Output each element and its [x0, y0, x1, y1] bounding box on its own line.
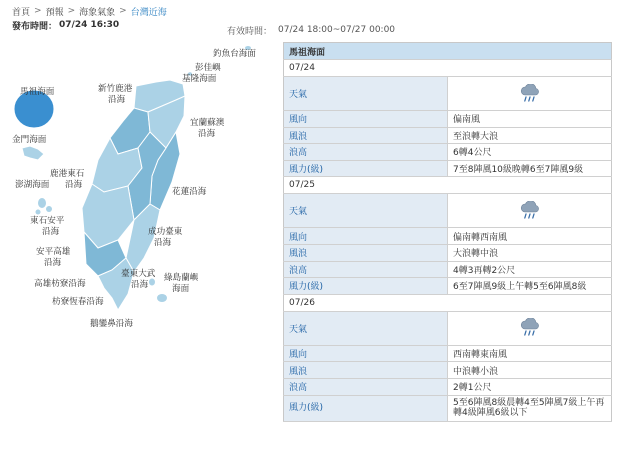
map-label-greenisland[interactable]: 綠島蘭嶼 — [164, 273, 199, 283]
forecast-wind-direction-label: 風向 — [284, 111, 448, 128]
map-label-keelung[interactable]: 基隆海面 — [182, 74, 217, 84]
map-label-lukang[interactable]: 鹿港東石 — [50, 169, 85, 179]
forecast-wave-row — [284, 244, 612, 261]
forecast-weather-label: 天氣 — [284, 311, 448, 345]
forecast-wind-force-row — [284, 395, 612, 421]
forecast-wave-row — [284, 127, 612, 144]
breadcrumb-separator: > — [119, 6, 127, 16]
map-label-dawu[interactable]: 臺東大武 — [121, 269, 156, 279]
forecast-header-row — [284, 43, 612, 60]
map-label-kinmen[interactable]: 金門海面 — [12, 135, 47, 145]
forecast-wind-direction-label: 風向 — [284, 345, 448, 362]
forecast-weather-value — [448, 311, 612, 345]
forecast-wind-force-row — [284, 160, 612, 177]
forecast-table — [283, 42, 612, 422]
map-label-chenggong[interactable]: 成功臺東 — [148, 227, 183, 237]
forecast-wave-label: 風浪 — [284, 127, 448, 144]
forecast-weather-row — [284, 311, 612, 345]
taiwan-coastal-map — [0, 36, 285, 459]
forecast-wave-height-value: 6轉4公尺 — [448, 144, 612, 161]
forecast-date: 07/25 — [284, 177, 612, 194]
forecast-weather-value — [448, 194, 612, 228]
forecast-wave-height-label: 浪高 — [284, 261, 448, 278]
breadcrumb-separator: > — [34, 6, 42, 16]
forecast-weather-row — [284, 77, 612, 111]
forecast-wind-direction-row — [284, 345, 612, 362]
map-label-anping-2[interactable]: 沿海 — [44, 258, 62, 268]
map-label-matsu[interactable]: 馬祖海面 — [20, 87, 55, 97]
breadcrumb-home-link[interactable]: 首頁 — [12, 7, 31, 18]
forecast-wind-force-label: 風力(級) — [284, 278, 448, 295]
breadcrumb — [12, 4, 167, 18]
forecast-wind-direction-value: 偏南轉西南風 — [448, 228, 612, 245]
map-island-orchid[interactable] — [157, 294, 167, 302]
map-island-penghu-2[interactable] — [46, 206, 52, 212]
forecast-area-title: 馬祖海面 — [284, 43, 612, 60]
map-label-pengjia[interactable]: 彭佳嶼 — [195, 63, 221, 73]
map-label-lukang-2[interactable]: 沿海 — [65, 180, 83, 190]
forecast-wind-direction-label: 風向 — [284, 228, 448, 245]
forecast-wave-height-label: 浪高 — [284, 144, 448, 161]
map-label-diaoyutai[interactable]: 釣魚台海面 — [213, 49, 256, 59]
forecast-wave-value: 大浪轉中浪 — [448, 244, 612, 261]
map-island-penghu-3[interactable] — [36, 210, 41, 215]
map-label-hsinchu[interactable]: 新竹鹿港 — [98, 84, 133, 94]
map-island-green[interactable] — [149, 279, 155, 286]
forecast-date-row — [284, 177, 612, 194]
forecast-wind-force-row — [284, 278, 612, 295]
breadcrumb-current[interactable]: 台灣近海 — [130, 7, 167, 18]
validity-time — [227, 23, 395, 37]
validity-time-label: 有效時間： — [227, 26, 273, 37]
map-label-yilan[interactable]: 宜蘭蘇澳 — [190, 118, 225, 128]
map-label-penghu[interactable]: 澎湖海面 — [15, 180, 50, 190]
forecast-weather-row — [284, 194, 612, 228]
map-label-yilan-2[interactable]: 沿海 — [198, 129, 216, 139]
forecast-date: 07/26 — [284, 294, 612, 311]
forecast-wave-value: 至浪轉大浪 — [448, 127, 612, 144]
forecast-wind-force-value: 6至7陣風9級上午轉5至6陣風8級 — [448, 278, 612, 295]
forecast-wave-height-value: 4轉3再轉2公尺 — [448, 261, 612, 278]
forecast-wave-height-label: 浪高 — [284, 378, 448, 395]
map-label-hualien[interactable]: 花蓮沿海 — [172, 187, 207, 197]
cloud-rain-icon — [519, 318, 541, 338]
map-label-greenisland-2[interactable]: 海面 — [172, 284, 190, 294]
forecast-wave-height-row — [284, 144, 612, 161]
breadcrumb-separator: > — [67, 6, 76, 16]
map-island-penghu-1[interactable] — [38, 198, 46, 208]
cloud-rain-icon — [519, 84, 541, 104]
forecast-wind-force-value: 7至8陣風10級晚轉6至7陣風9級 — [448, 160, 612, 177]
map-label-eluanbi[interactable]: 鵝鑾鼻沿海 — [90, 319, 133, 329]
forecast-date: 07/24 — [284, 60, 612, 77]
forecast-date-row — [284, 60, 612, 77]
map-label-hsinchu-2[interactable]: 沿海 — [108, 95, 126, 105]
map-label-hengchun[interactable]: 枋寮恆春沿海 — [52, 297, 104, 307]
cloud-rain-icon — [519, 201, 541, 221]
breadcrumb-forecast-link[interactable]: 預報 — [45, 7, 64, 18]
forecast-wave-height-value: 2轉1公尺 — [448, 378, 612, 395]
forecast-wave-value: 中浪轉小浪 — [448, 362, 612, 379]
breadcrumb-marine-link[interactable]: 海象氣象 — [79, 7, 116, 18]
validity-time-value: 07/24 18:00~07/27 00:00 — [278, 25, 396, 35]
forecast-wind-force-label: 風力(級) — [284, 160, 448, 177]
map-label-fangliao[interactable]: 高雄枋寮沿海 — [34, 279, 86, 289]
forecast-wind-direction-value: 偏南風 — [448, 111, 612, 128]
map-island-kinmen[interactable] — [22, 146, 44, 160]
map-label-dongshi-2[interactable]: 沿海 — [42, 227, 60, 237]
map-label-dawu-2[interactable]: 沿海 — [131, 280, 149, 290]
publish-time-value: 07/24 16:30 — [59, 20, 120, 30]
publish-time-label: 發布時間： — [12, 21, 58, 32]
forecast-wave-row — [284, 362, 612, 379]
map-label-chenggong-2[interactable]: 沿海 — [154, 238, 172, 248]
forecast-wind-direction-value: 西南轉東南風 — [448, 345, 612, 362]
forecast-wave-label: 風浪 — [284, 362, 448, 379]
publish-time — [12, 18, 119, 32]
forecast-wind-force-label: 風力(級) — [284, 395, 448, 421]
forecast-weather-label: 天氣 — [284, 77, 448, 111]
forecast-wind-force-value: 5至6陣風8級晨轉4至5陣風7級上午再轉4級陣風6級以下 — [448, 395, 612, 421]
map-label-anping[interactable]: 安平高雄 — [36, 247, 71, 257]
forecast-wind-direction-row — [284, 228, 612, 245]
forecast-wave-height-row — [284, 378, 612, 395]
forecast-wave-label: 風浪 — [284, 244, 448, 261]
forecast-weather-label: 天氣 — [284, 194, 448, 228]
forecast-wave-height-row — [284, 261, 612, 278]
map-label-dongshi[interactable]: 東石安平 — [30, 216, 65, 226]
forecast-weather-value — [448, 77, 612, 111]
forecast-wind-direction-row — [284, 111, 612, 128]
forecast-date-row — [284, 294, 612, 311]
